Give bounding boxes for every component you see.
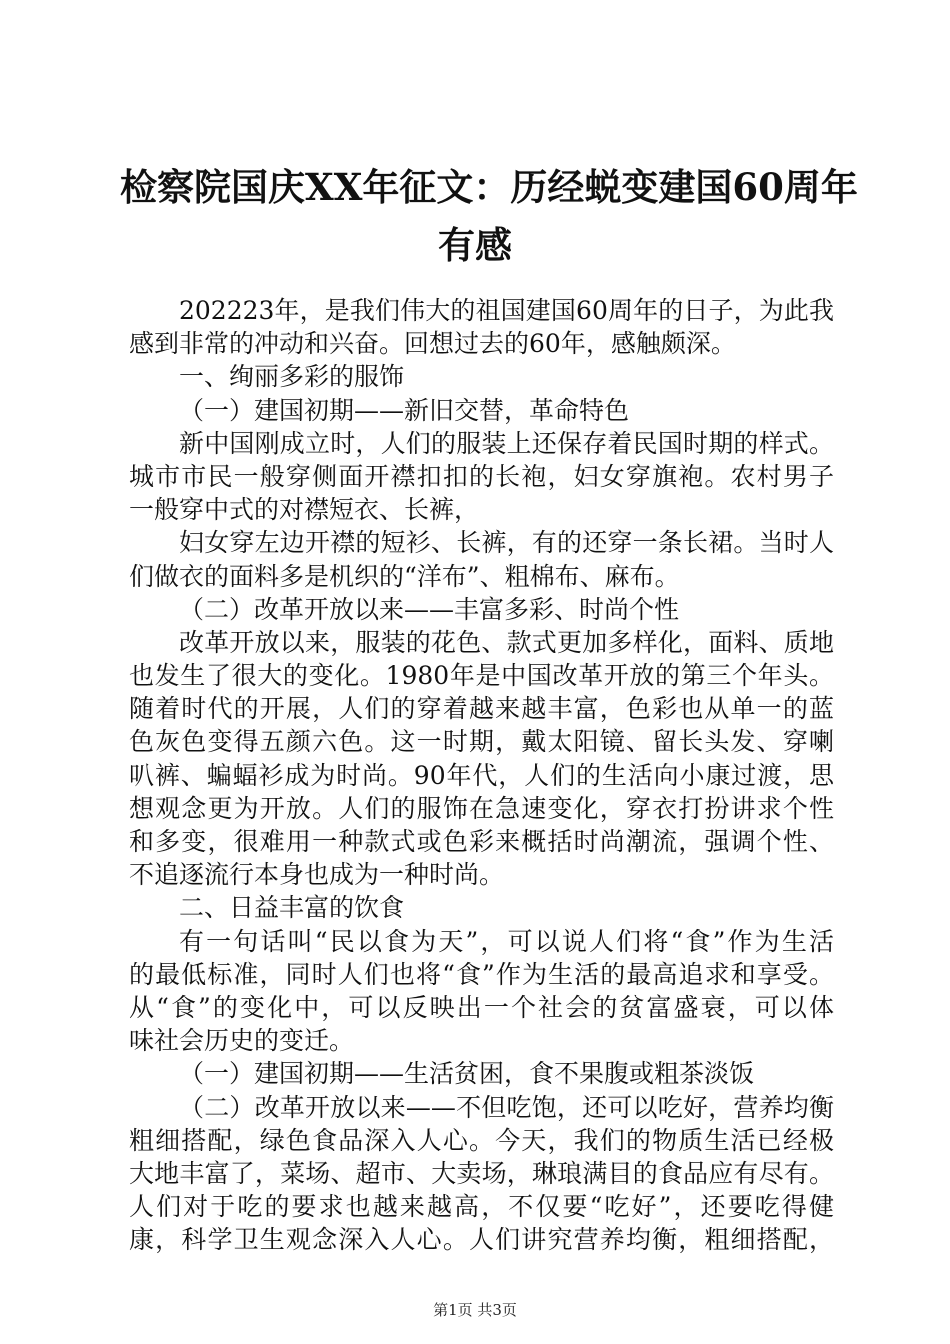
paragraph-line: 想观念更为开放。人们的服饰在急速变化，穿衣打扮讲求个性 — [129, 793, 834, 823]
paragraph-line: 大地丰富了，菜场、超市、大卖场，琳琅满目的食品应有尽有。 — [129, 1158, 834, 1188]
paragraph-line: 人们对于吃的要求也越来越高，不仅要“吃好”，还要吃得健 — [129, 1192, 834, 1222]
paragraph-line: 味社会历史的变迁。 — [129, 1026, 355, 1056]
paragraph-line: 随着时代的开展，人们的穿着越来越丰富，色彩也从单一的蓝 — [129, 694, 834, 724]
paragraph-line: 也发生了很大的变化。1980年是中国改革开放的第三个年头。 — [129, 661, 834, 691]
paragraph-line: 色灰色变得五颜六色。这一时期，戴太阳镜、留长头发、穿喇 — [129, 727, 834, 757]
page-footer: 第1页 共3页 — [433, 1301, 517, 1319]
paragraph-line: 改革开放以来，服装的花色、款式更加多样化，面料、质地 — [179, 627, 834, 657]
paragraph-line: 妇女穿左边开襟的短衫、长裤，有的还穿一条长裙。当时人 — [179, 528, 834, 558]
paragraph-line: 有一句话叫“民以食为天”，可以说人们将“食”作为生活 — [179, 926, 834, 956]
paragraph-line: （一）建国初期——新旧交替，革命特色 — [179, 395, 630, 425]
paragraph-line: 们做衣的面料多是机织的“洋布”、粗棉布、麻布。 — [129, 561, 680, 591]
document-body — [129, 294, 834, 1256]
paragraph-line: 202223年，是我们伟大的祖国建国60周年的日子，为此我 — [179, 296, 834, 325]
paragraph-line: （一）建国初期——生活贫困，食不果腹或粗茶淡饭 — [179, 1059, 755, 1089]
paragraph-line: （二）改革开放以来——丰富多彩、时尚个性 — [179, 594, 680, 624]
paragraph-line: 叭裤、蝙蝠衫成为时尚。90年代，人们的生活向小康过渡，思 — [129, 760, 834, 790]
paragraph-line: 一、绚丽多彩的服饰 — [179, 362, 405, 392]
paragraph-line: 康，科学卫生观念深入人心。人们讲究营养均衡，粗细搭配， — [129, 1225, 834, 1255]
paragraph-line: 的最低标准，同时人们也将“食”作为生活的最高追求和享受。 — [129, 959, 834, 989]
title-line-1: 检察院国庆XX年征文：历经蜕变建国60周年 — [120, 165, 858, 209]
paragraph-line: 城市市民一般穿侧面开襟扣扣的长袍，妇女穿旗袍。农村男子 — [129, 461, 834, 491]
paragraph-line: 一般穿中式的对襟短衣、长裤， — [129, 495, 480, 525]
paragraph-line: 从“食”的变化中，可以反映出一个社会的贫富盛衰，可以体 — [129, 992, 834, 1022]
paragraph-line: 二、日益丰富的饮食 — [179, 893, 405, 923]
paragraph-line: 新中国刚成立时，人们的服装上还保存着民国时期的样式。 — [179, 428, 834, 458]
document-title — [120, 158, 858, 274]
paragraph-line: 粗细搭配，绿色食品深入人心。今天，我们的物质生活已经极 — [129, 1125, 834, 1155]
paragraph-line: 和多变，很难用一种款式或色彩来概括时尚潮流，强调个性、 — [129, 827, 834, 856]
paragraph-line: 感到非常的冲动和兴奋。回想过去的60年，感触颇深。 — [129, 329, 736, 359]
paragraph-line: （二）改革开放以来——不但吃饱，还可以吃好，营养均衡 — [179, 1092, 834, 1122]
paragraph-line: 不追逐流行本身也成为一种时尚。 — [129, 860, 505, 890]
title-line-2: 有感 — [438, 223, 512, 267]
